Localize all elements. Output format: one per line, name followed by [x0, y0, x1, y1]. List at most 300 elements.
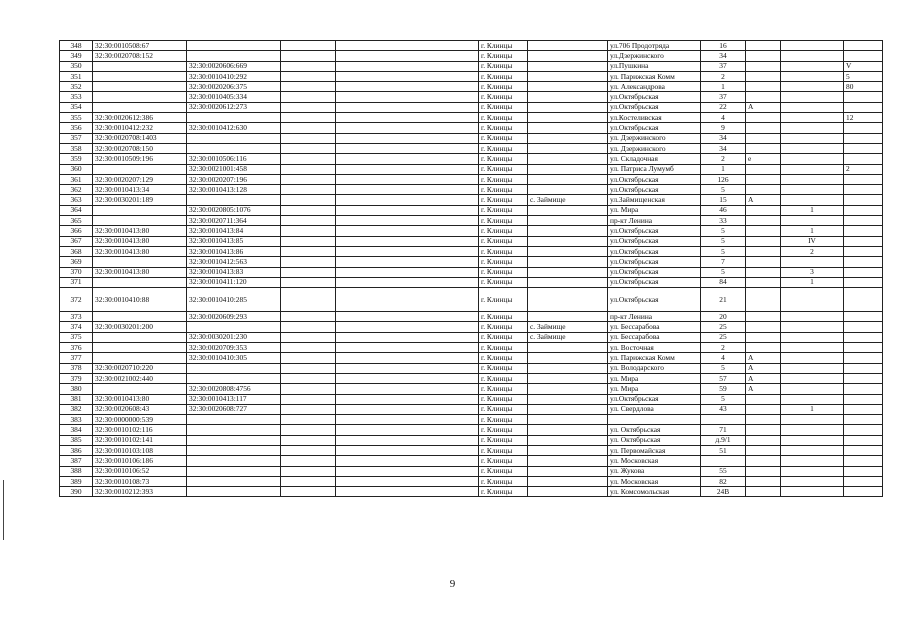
table-cell: [281, 322, 336, 332]
table-cell: 32:30:0010405:334: [187, 92, 281, 102]
table-cell: 34: [701, 143, 746, 153]
table-cell: ул. Дзержинского: [608, 143, 701, 153]
table-cell: 1: [781, 226, 844, 236]
table-cell: 80: [844, 82, 883, 92]
table-cell: ул. Парижская Комм: [608, 71, 701, 81]
table-cell: 16: [701, 41, 746, 51]
table-cell: [844, 415, 883, 425]
table-cell: г. Клинцы: [479, 425, 528, 435]
table-cell: 388: [60, 466, 93, 476]
table-cell: [93, 164, 187, 174]
table-row: [60, 373, 883, 383]
table-row: [60, 288, 883, 312]
table-cell: 32:30:0010413:80: [93, 246, 187, 256]
table-cell: ул. Свердлова: [608, 404, 701, 414]
table-cell: 364: [60, 205, 93, 215]
table-cell: 359: [60, 154, 93, 164]
table-row: [60, 164, 883, 174]
table-cell: ул.Октябрьская: [608, 236, 701, 246]
table-cell: [281, 174, 336, 184]
table-cell: [844, 246, 883, 256]
table-cell: [746, 476, 781, 486]
table-cell: 373: [60, 312, 93, 322]
table-cell: [844, 205, 883, 215]
table-cell: [528, 133, 608, 143]
table-cell: [781, 456, 844, 466]
table-cell: [746, 92, 781, 102]
table-cell: [281, 102, 336, 112]
table-cell: г. Клинцы: [479, 267, 528, 277]
table-cell: с. Займище: [528, 332, 608, 342]
table-cell: [781, 51, 844, 61]
table-cell: [281, 226, 336, 236]
table-cell: [281, 384, 336, 394]
table-cell: [528, 102, 608, 112]
table-cell: [281, 185, 336, 195]
table-cell: 356: [60, 123, 93, 133]
table-cell: [528, 415, 608, 425]
table-cell: [781, 445, 844, 455]
table-cell: 7: [701, 257, 746, 267]
table-cell: 32:30:0030201:200: [93, 322, 187, 332]
table-cell: 32:30:0010212:393: [93, 487, 187, 497]
table-cell: [746, 487, 781, 497]
table-cell: [187, 322, 281, 332]
table-cell: [528, 487, 608, 497]
table-cell: [336, 476, 479, 486]
table-cell: [528, 384, 608, 394]
table-cell: 32:30:0010411:120: [187, 277, 281, 287]
table-cell: [844, 92, 883, 102]
table-cell: 5: [701, 226, 746, 236]
table-cell: [844, 343, 883, 353]
table-cell: [336, 246, 479, 256]
table-cell: 32:30:0010410:305: [187, 353, 281, 363]
table-cell: г. Клинцы: [479, 41, 528, 51]
registry-table: [59, 40, 883, 497]
table-cell: 376: [60, 343, 93, 353]
table-cell: г. Клинцы: [479, 82, 528, 92]
table-cell: 380: [60, 384, 93, 394]
table-cell: ул.Октябрьская: [608, 123, 701, 133]
table-cell: [781, 466, 844, 476]
table-row: [60, 425, 883, 435]
table-cell: 34: [701, 51, 746, 61]
table-cell: IV: [781, 236, 844, 246]
table-cell: е: [746, 154, 781, 164]
table-cell: [746, 143, 781, 153]
table-cell: 15: [701, 195, 746, 205]
table-cell: [187, 363, 281, 373]
table-cell: [187, 425, 281, 435]
table-cell: [93, 312, 187, 322]
table-cell: [281, 277, 336, 287]
table-cell: [93, 343, 187, 353]
table-cell: 32:30:0010410:88: [93, 288, 187, 312]
table-cell: [746, 185, 781, 195]
table-cell: [93, 71, 187, 81]
table-cell: [336, 404, 479, 414]
table-cell: [281, 312, 336, 322]
table-row: [60, 415, 883, 425]
table-row: [60, 466, 883, 476]
table-cell: г. Клинцы: [479, 123, 528, 133]
table-cell: [746, 277, 781, 287]
table-cell: [528, 394, 608, 404]
table-cell: [781, 113, 844, 123]
table-cell: [93, 277, 187, 287]
table-cell: г. Клинцы: [479, 185, 528, 195]
table-cell: 357: [60, 133, 93, 143]
table-cell: [528, 143, 608, 153]
table-cell: [528, 71, 608, 81]
table-cell: ул. Первомайская: [608, 445, 701, 455]
table-cell: 32:30:0010410:285: [187, 288, 281, 312]
table-cell: 379: [60, 373, 93, 383]
table-cell: 20: [701, 312, 746, 322]
table-cell: г. Клинцы: [479, 466, 528, 476]
table-cell: 387: [60, 456, 93, 466]
table-cell: [528, 404, 608, 414]
table-cell: [844, 277, 883, 287]
table-cell: ул. Дзержинского: [608, 133, 701, 143]
table-cell: г. Клинцы: [479, 404, 528, 414]
table-cell: [746, 332, 781, 342]
table-cell: ул.Октябрьская: [608, 267, 701, 277]
table-cell: [528, 312, 608, 322]
table-cell: 381: [60, 394, 93, 404]
table-cell: 369: [60, 257, 93, 267]
table-cell: А: [746, 363, 781, 373]
table-cell: ул.Октябрьская: [608, 92, 701, 102]
table-cell: [746, 41, 781, 51]
table-cell: [746, 82, 781, 92]
table-cell: [746, 71, 781, 81]
table-cell: [844, 288, 883, 312]
table-cell: [281, 61, 336, 71]
table-cell: 5: [701, 236, 746, 246]
table-cell: 5: [701, 394, 746, 404]
table-row: [60, 487, 883, 497]
table-cell: пр-кт Ленина: [608, 312, 701, 322]
table-cell: [187, 476, 281, 486]
table-cell: [844, 312, 883, 322]
table-cell: [93, 61, 187, 71]
table-cell: ул.Пушкина: [608, 61, 701, 71]
table-cell: 32:30:0010413:80: [93, 267, 187, 277]
table-cell: [281, 332, 336, 342]
table-cell: 51: [701, 445, 746, 455]
table-cell: [528, 425, 608, 435]
table-cell: [781, 92, 844, 102]
table-cell: г. Клинцы: [479, 216, 528, 226]
table-cell: 2: [701, 154, 746, 164]
table-row: [60, 246, 883, 256]
table-cell: [844, 425, 883, 435]
table-cell: 32:30:0020206:375: [187, 82, 281, 92]
table-cell: [336, 394, 479, 404]
table-cell: 389: [60, 476, 93, 486]
table-cell: [281, 133, 336, 143]
table-cell: 33: [701, 216, 746, 226]
table-row: [60, 195, 883, 205]
table-cell: А: [746, 384, 781, 394]
table-cell: [781, 425, 844, 435]
table-cell: ул. Складочная: [608, 154, 701, 164]
table-cell: [781, 288, 844, 312]
table-cell: ул. Патриса Лумумб: [608, 164, 701, 174]
table-cell: [844, 185, 883, 195]
table-cell: [187, 373, 281, 383]
table-row: [60, 267, 883, 277]
table-cell: [528, 257, 608, 267]
table-cell: [528, 277, 608, 287]
table-cell: 365: [60, 216, 93, 226]
registry-table-body: [60, 41, 883, 497]
table-cell: [281, 205, 336, 215]
table-row: [60, 343, 883, 353]
table-cell: 32:30:0020708:1403: [93, 133, 187, 143]
table-cell: [281, 456, 336, 466]
table-cell: 349: [60, 51, 93, 61]
table-cell: г. Клинцы: [479, 205, 528, 215]
table-cell: [336, 332, 479, 342]
table-cell: [746, 466, 781, 476]
table-cell: 32:30:0020711:364: [187, 216, 281, 226]
table-row: [60, 51, 883, 61]
table-cell: [781, 195, 844, 205]
table-cell: [781, 487, 844, 497]
table-cell: [528, 51, 608, 61]
table-row: [60, 205, 883, 215]
table-row: [60, 353, 883, 363]
table-cell: [93, 353, 187, 363]
table-cell: [528, 164, 608, 174]
table-cell: г. Клинцы: [479, 363, 528, 373]
table-cell: [528, 216, 608, 226]
table-cell: [781, 363, 844, 373]
table-cell: 32:30:0010412:563: [187, 257, 281, 267]
table-cell: г. Клинцы: [479, 343, 528, 353]
table-cell: г. Клинцы: [479, 61, 528, 71]
table-cell: А: [746, 373, 781, 383]
table-cell: [93, 216, 187, 226]
table-cell: [528, 41, 608, 51]
table-cell: 12: [844, 113, 883, 123]
table-cell: [281, 404, 336, 414]
table-cell: [281, 445, 336, 455]
table-cell: [93, 384, 187, 394]
table-cell: [336, 435, 479, 445]
table-cell: г. Клинцы: [479, 332, 528, 342]
table-cell: 59: [701, 384, 746, 394]
table-cell: ул.Костеливская: [608, 113, 701, 123]
table-cell: 32:30:0010413:128: [187, 185, 281, 195]
table-cell: [844, 257, 883, 267]
table-cell: [844, 332, 883, 342]
table-cell: [608, 415, 701, 425]
table-cell: 384: [60, 425, 93, 435]
table-cell: [528, 61, 608, 71]
table-cell: [336, 195, 479, 205]
table-cell: [746, 322, 781, 332]
table-row: [60, 143, 883, 153]
table-row: [60, 71, 883, 81]
table-cell: [187, 51, 281, 61]
table-cell: 32:30:0020708:150: [93, 143, 187, 153]
table-cell: [844, 445, 883, 455]
table-cell: [844, 404, 883, 414]
table-cell: 5: [701, 185, 746, 195]
table-cell: 71: [701, 425, 746, 435]
table-cell: 377: [60, 353, 93, 363]
table-cell: 351: [60, 71, 93, 81]
table-cell: [781, 41, 844, 51]
table-cell: [781, 185, 844, 195]
table-cell: 32:30:0020606:669: [187, 61, 281, 71]
table-cell: г. Клинцы: [479, 456, 528, 466]
table-cell: [844, 133, 883, 143]
table-cell: г. Клинцы: [479, 322, 528, 332]
table-cell: 57: [701, 373, 746, 383]
table-row: [60, 216, 883, 226]
table-cell: [281, 246, 336, 256]
table-cell: [844, 435, 883, 445]
table-cell: [746, 205, 781, 215]
table-row: [60, 236, 883, 246]
table-cell: [781, 82, 844, 92]
table-cell: ул. Бессарабова: [608, 322, 701, 332]
table-cell: ул. Володарского: [608, 363, 701, 373]
table-cell: 32:30:0020612:273: [187, 102, 281, 112]
table-cell: [336, 185, 479, 195]
table-cell: [746, 174, 781, 184]
table-cell: г. Клинцы: [479, 71, 528, 81]
table-row: [60, 61, 883, 71]
table-cell: г. Клинцы: [479, 102, 528, 112]
table-cell: г. Клинцы: [479, 384, 528, 394]
table-cell: [701, 415, 746, 425]
table-cell: [187, 143, 281, 153]
table-cell: 32:30:0010103:108: [93, 445, 187, 455]
table-cell: 32:30:0010506:116: [187, 154, 281, 164]
table-cell: 32:30:0020808:4756: [187, 384, 281, 394]
table-cell: [746, 404, 781, 414]
table-cell: ул. Октябрьская: [608, 435, 701, 445]
table-cell: [281, 41, 336, 51]
table-cell: [281, 435, 336, 445]
table-cell: [281, 216, 336, 226]
table-cell: г. Клинцы: [479, 246, 528, 256]
table-cell: [281, 154, 336, 164]
table-cell: ул. Мира: [608, 384, 701, 394]
table-cell: [528, 92, 608, 102]
table-cell: [781, 415, 844, 425]
table-cell: [281, 257, 336, 267]
table-cell: [528, 267, 608, 277]
table-row: [60, 123, 883, 133]
table-cell: 1: [781, 205, 844, 215]
table-cell: г. Клинцы: [479, 476, 528, 486]
table-cell: [187, 456, 281, 466]
table-cell: ул.Октябрьская: [608, 185, 701, 195]
table-row: [60, 277, 883, 287]
table-cell: ул. Восточная: [608, 343, 701, 353]
table-cell: г. Клинцы: [479, 312, 528, 322]
table-cell: [336, 226, 479, 236]
table-cell: [528, 353, 608, 363]
table-cell: [336, 205, 479, 215]
table-cell: [844, 154, 883, 164]
table-cell: д.9/1: [701, 435, 746, 445]
table-cell: [746, 133, 781, 143]
table-cell: 367: [60, 236, 93, 246]
table-cell: 32:30:0010413:83: [187, 267, 281, 277]
table-cell: [528, 435, 608, 445]
table-cell: 5: [701, 246, 746, 256]
table-cell: 32:30:0021002:440: [93, 373, 187, 383]
table-cell: [528, 246, 608, 256]
table-cell: [336, 41, 479, 51]
table-cell: [746, 246, 781, 256]
table-cell: [528, 174, 608, 184]
table-cell: 32:30:0010413:86: [187, 246, 281, 256]
table-row: [60, 456, 883, 466]
table-cell: [281, 113, 336, 123]
table-cell: [93, 92, 187, 102]
table-row: [60, 226, 883, 236]
table-cell: [781, 476, 844, 486]
table-cell: [336, 343, 479, 353]
table-cell: 32:30:0010410:292: [187, 71, 281, 81]
table-cell: ул. Александрова: [608, 82, 701, 92]
table-cell: г. Клинцы: [479, 435, 528, 445]
table-cell: 126: [701, 174, 746, 184]
table-cell: 25: [701, 322, 746, 332]
table-cell: [844, 373, 883, 383]
table-cell: г. Клинцы: [479, 277, 528, 287]
table-cell: пр-кт Ленина: [608, 216, 701, 226]
table-cell: [336, 143, 479, 153]
table-cell: [281, 476, 336, 486]
table-cell: ул. Мира: [608, 373, 701, 383]
table-cell: г. Клинцы: [479, 154, 528, 164]
table-cell: 3: [781, 267, 844, 277]
table-cell: 363: [60, 195, 93, 205]
table-cell: [336, 154, 479, 164]
table-cell: [528, 154, 608, 164]
table-cell: 361: [60, 174, 93, 184]
table-cell: [528, 82, 608, 92]
table-cell: [844, 487, 883, 497]
table-cell: 32:30:0020207:196: [187, 174, 281, 184]
table-cell: [844, 226, 883, 236]
table-cell: 354: [60, 102, 93, 112]
table-cell: г. Клинцы: [479, 288, 528, 312]
table-cell: [844, 384, 883, 394]
table-cell: 32:30:0010413:84: [187, 226, 281, 236]
table-cell: [281, 51, 336, 61]
table-cell: 348: [60, 41, 93, 51]
table-cell: 370: [60, 267, 93, 277]
table-cell: [781, 102, 844, 112]
table-cell: [336, 384, 479, 394]
table-cell: [781, 353, 844, 363]
table-cell: 32:30:0010106:52: [93, 466, 187, 476]
table-cell: [528, 205, 608, 215]
table-cell: 375: [60, 332, 93, 342]
table-cell: А: [746, 195, 781, 205]
